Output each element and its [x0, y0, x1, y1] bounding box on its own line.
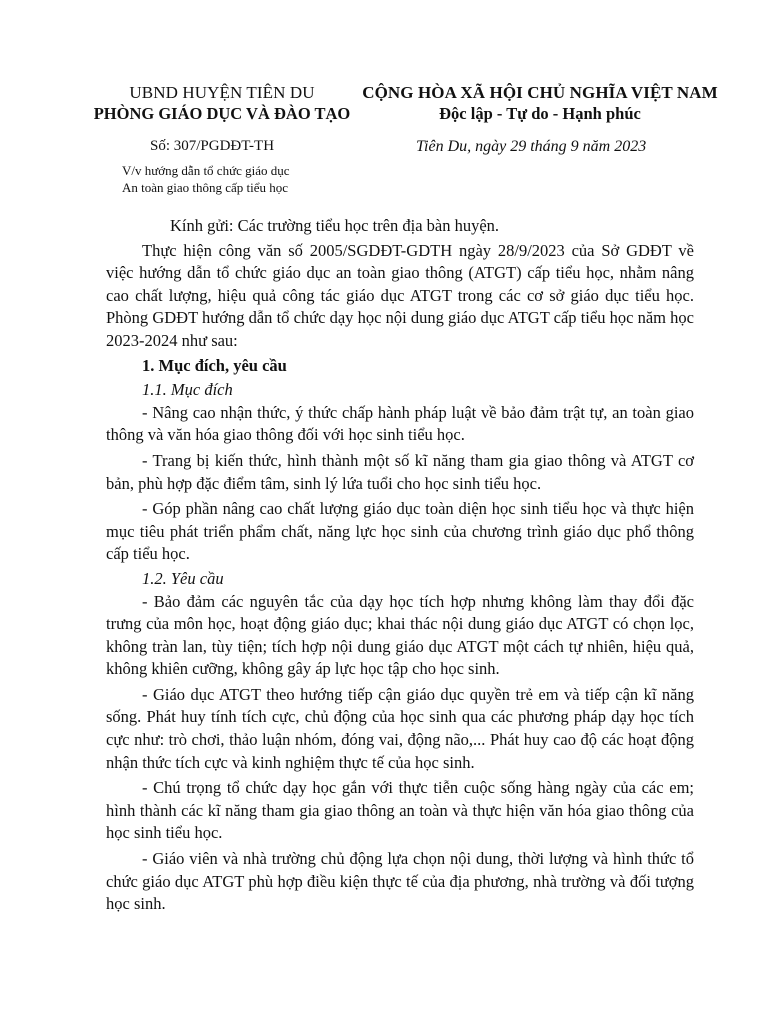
- subject-line-2: An toàn giao thông cấp tiểu học: [122, 180, 289, 195]
- purpose-item: - Trang bị kiến thức, hình thành một số kĩ năng tham gia giao thông và ATGT cơ bản, phù hợp đặc điểm tâm, sinh lý lứa tuổi cho học sinh tiểu học.: [106, 450, 694, 493]
- requirement-item: - Chú trọng tổ chức dạy học gắn với thực tiễn cuộc sống hàng ngày của các em; hình thành các kĩ năng tham gia giao thông an toàn và thực hiện văn hóa giao thông của học sinh tiểu học.: [106, 778, 694, 843]
- greeting: Kính gửi: Các trường tiểu học trên địa bàn huyện.: [170, 216, 500, 235]
- issuing-organization: [86, 82, 358, 124]
- org-line-2: PHÒNG GIÁO DỤC VÀ ĐÀO TẠO: [93, 104, 351, 123]
- intro-paragraph: Thực hiện công văn số 2005/SGDĐT-GDTH ngày 28/9/2023 của Sở GDĐT về việc hướng dẫn tổ chức giáo dục an toàn giao thông (ATGT) cấp tiểu học, nhằm nâng cao chất lượng, hiệu quả công tác giáo dục ATGT trong các cơ sở giáo dục tiểu học. Phòng GDĐT hướng dẫn tổ chức dạy học nội dung giáo dục ATGT cấp tiểu học năm học 2023-2024 như sau:: [106, 240, 694, 350]
- purpose-item: - Góp phần nâng cao chất lượng giáo dục toàn diện học sinh tiểu học và thực hiện mục tiêu phát triển phẩm chất, năng lực học sinh của chương trình giáo dục phổ thông cấp tiểu học.: [106, 499, 694, 564]
- requirement-item: - Giáo dục ATGT theo hướng tiếp cận giáo dục quyền trẻ em và tiếp cận kĩ năng sống. Phát huy tính tích cực, chủ động của học sinh qua các phương pháp dạy học tích cực như: trò chơi, thảo luận nhóm, đóng vai, động não,... Phát huy cao độ các hoạt động nhận thức tích cực và kinh nghiệm thực tế của học sinh.: [106, 684, 694, 772]
- nation-line-1: CỘNG HÒA XÃ HỘI CHỦ NGHĨA VIỆT NAM: [362, 83, 718, 102]
- requirement-item: - Giáo viên và nhà trường chủ động lựa chọn nội dung, thời lượng và hình thức tổ chức giáo dục ATGT phù hợp điều kiện thực tế của địa phương, nhà trường và đối tượng học sinh.: [106, 849, 694, 914]
- org-line-1: UBND HUYỆN TIÊN DU: [129, 83, 315, 102]
- subsection-1-1-title: 1.1. Mục đích: [142, 380, 233, 400]
- purpose-item: - Nâng cao nhận thức, ý thức chấp hành pháp luật về bảo đảm trật tự, an toàn giao thông và văn hóa giao thông đối với học sinh tiểu học.: [106, 402, 694, 445]
- nation-line-2: Độc lập - Tự do - Hạnh phúc: [439, 104, 641, 123]
- requirement-item: - Bảo đảm các nguyên tắc của dạy học tích hợp nhưng không làm thay đổi đặc trưng của môn học, hoạt động giáo dục; khai thác nội dung giáo dục ATGT có chọn lọc, không tràn lan, tùy tiện; tích hợp nội dung giáo dục ATGT một cách tự nhiên, hiệu quả, không khiên cưỡng, không gây áp lực học tập cho học sinh.: [106, 591, 694, 679]
- subject-line-1: V/v hướng dẫn tổ chức giáo dục: [122, 163, 290, 178]
- national-motto: [360, 82, 720, 124]
- document-subject: [92, 162, 342, 196]
- document-body: [106, 215, 694, 916]
- document-date: Tiên Du, ngày 29 tháng 9 năm 2023: [416, 138, 647, 155]
- document-meta: [92, 137, 342, 196]
- document-number: Số: 307/PGDĐT-TH: [150, 138, 275, 154]
- section-1-title: 1. Mục đích, yêu cầu: [142, 355, 287, 375]
- subsection-1-2-title: 1.2. Yêu cầu: [142, 568, 224, 588]
